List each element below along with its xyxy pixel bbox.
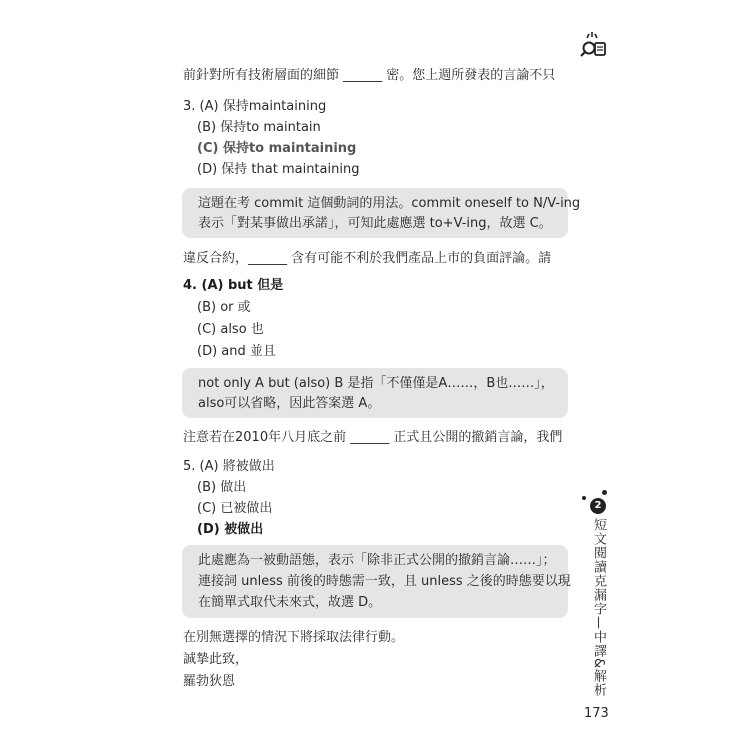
q5-option-c: (C) 已被做出: [197, 501, 273, 516]
q5-explanation-box: [182, 545, 571, 618]
q5-option-a: 5. (A) 將被做出: [183, 459, 275, 474]
page-number: 173: [584, 706, 609, 721]
q5-option-d-answer: (D) 被做出: [197, 522, 264, 537]
q5-explanation-line-1: 此處應為一被動語態，表示「除非正式公開的撤銷言論……」；: [198, 553, 556, 568]
chapter-side-title: 短文閱讀克漏字—中譯&解析: [591, 518, 606, 698]
closing-line-2: 誠摯此致，: [183, 652, 249, 667]
q3-option-c-answer: (C) 保持to maintaining: [197, 141, 357, 156]
q4-option-d: (D) and 並且: [197, 344, 276, 359]
q3-explanation-box: [182, 188, 581, 238]
reading-glass-icon: [578, 30, 608, 58]
closing-line-1: 在別無選擇的情況下將採取法律行動。: [183, 630, 405, 645]
q4-explanation-box: [182, 368, 568, 418]
passage-line-1: 前針對所有技術層面的細節 ______ 密。您上週所發表的言論不只: [183, 68, 556, 83]
q4-explanation-line-1: not only A but (also) B 是指「不僅僅是A……，B也……」，: [198, 376, 554, 391]
q3-explanation-line-1: 這題在考 commit 這個動詞的用法。commit oneself to N/V-ing: [198, 196, 581, 211]
q5-explanation-line-3: 在簡單式取代未來式，故選 D。: [198, 595, 382, 610]
q5-option-b: (B) 做出: [197, 480, 247, 495]
q4-option-c: (C) also 也: [197, 322, 264, 337]
q4-explanation-line-2: also可以省略，因此答案選 A。: [198, 396, 381, 411]
q4-option-a-answer: 4. (A) but 但是: [183, 278, 284, 293]
q3-option-d: (D) 保持 that maintaining: [197, 162, 360, 177]
closing-line-3: 羅勃狄恩: [183, 674, 236, 689]
q3-explanation-line-2: 表示「對某事做出承諾」，可知此處應選 to+V-ing，故選 C。: [198, 216, 552, 231]
q5-explanation-line-2: 連接詞 unless 前後的時態需一致，且 unless 之後的時態要以現: [198, 574, 571, 589]
passage-line-2: 違反合約，______ 含有可能不利於我們產品上市的負面評論。請: [183, 251, 552, 266]
q3-option-a: 3. (A) 保持maintaining: [183, 99, 327, 114]
q4-option-b: (B) or 或: [197, 300, 251, 315]
chapter-number-badge: 2: [590, 498, 606, 514]
q3-option-b: (B) 保持to maintain: [197, 120, 321, 135]
passage-line-3: 注意若在2010年八月底之前 ______ 正式且公開的撤銷言論，我們: [183, 430, 563, 445]
